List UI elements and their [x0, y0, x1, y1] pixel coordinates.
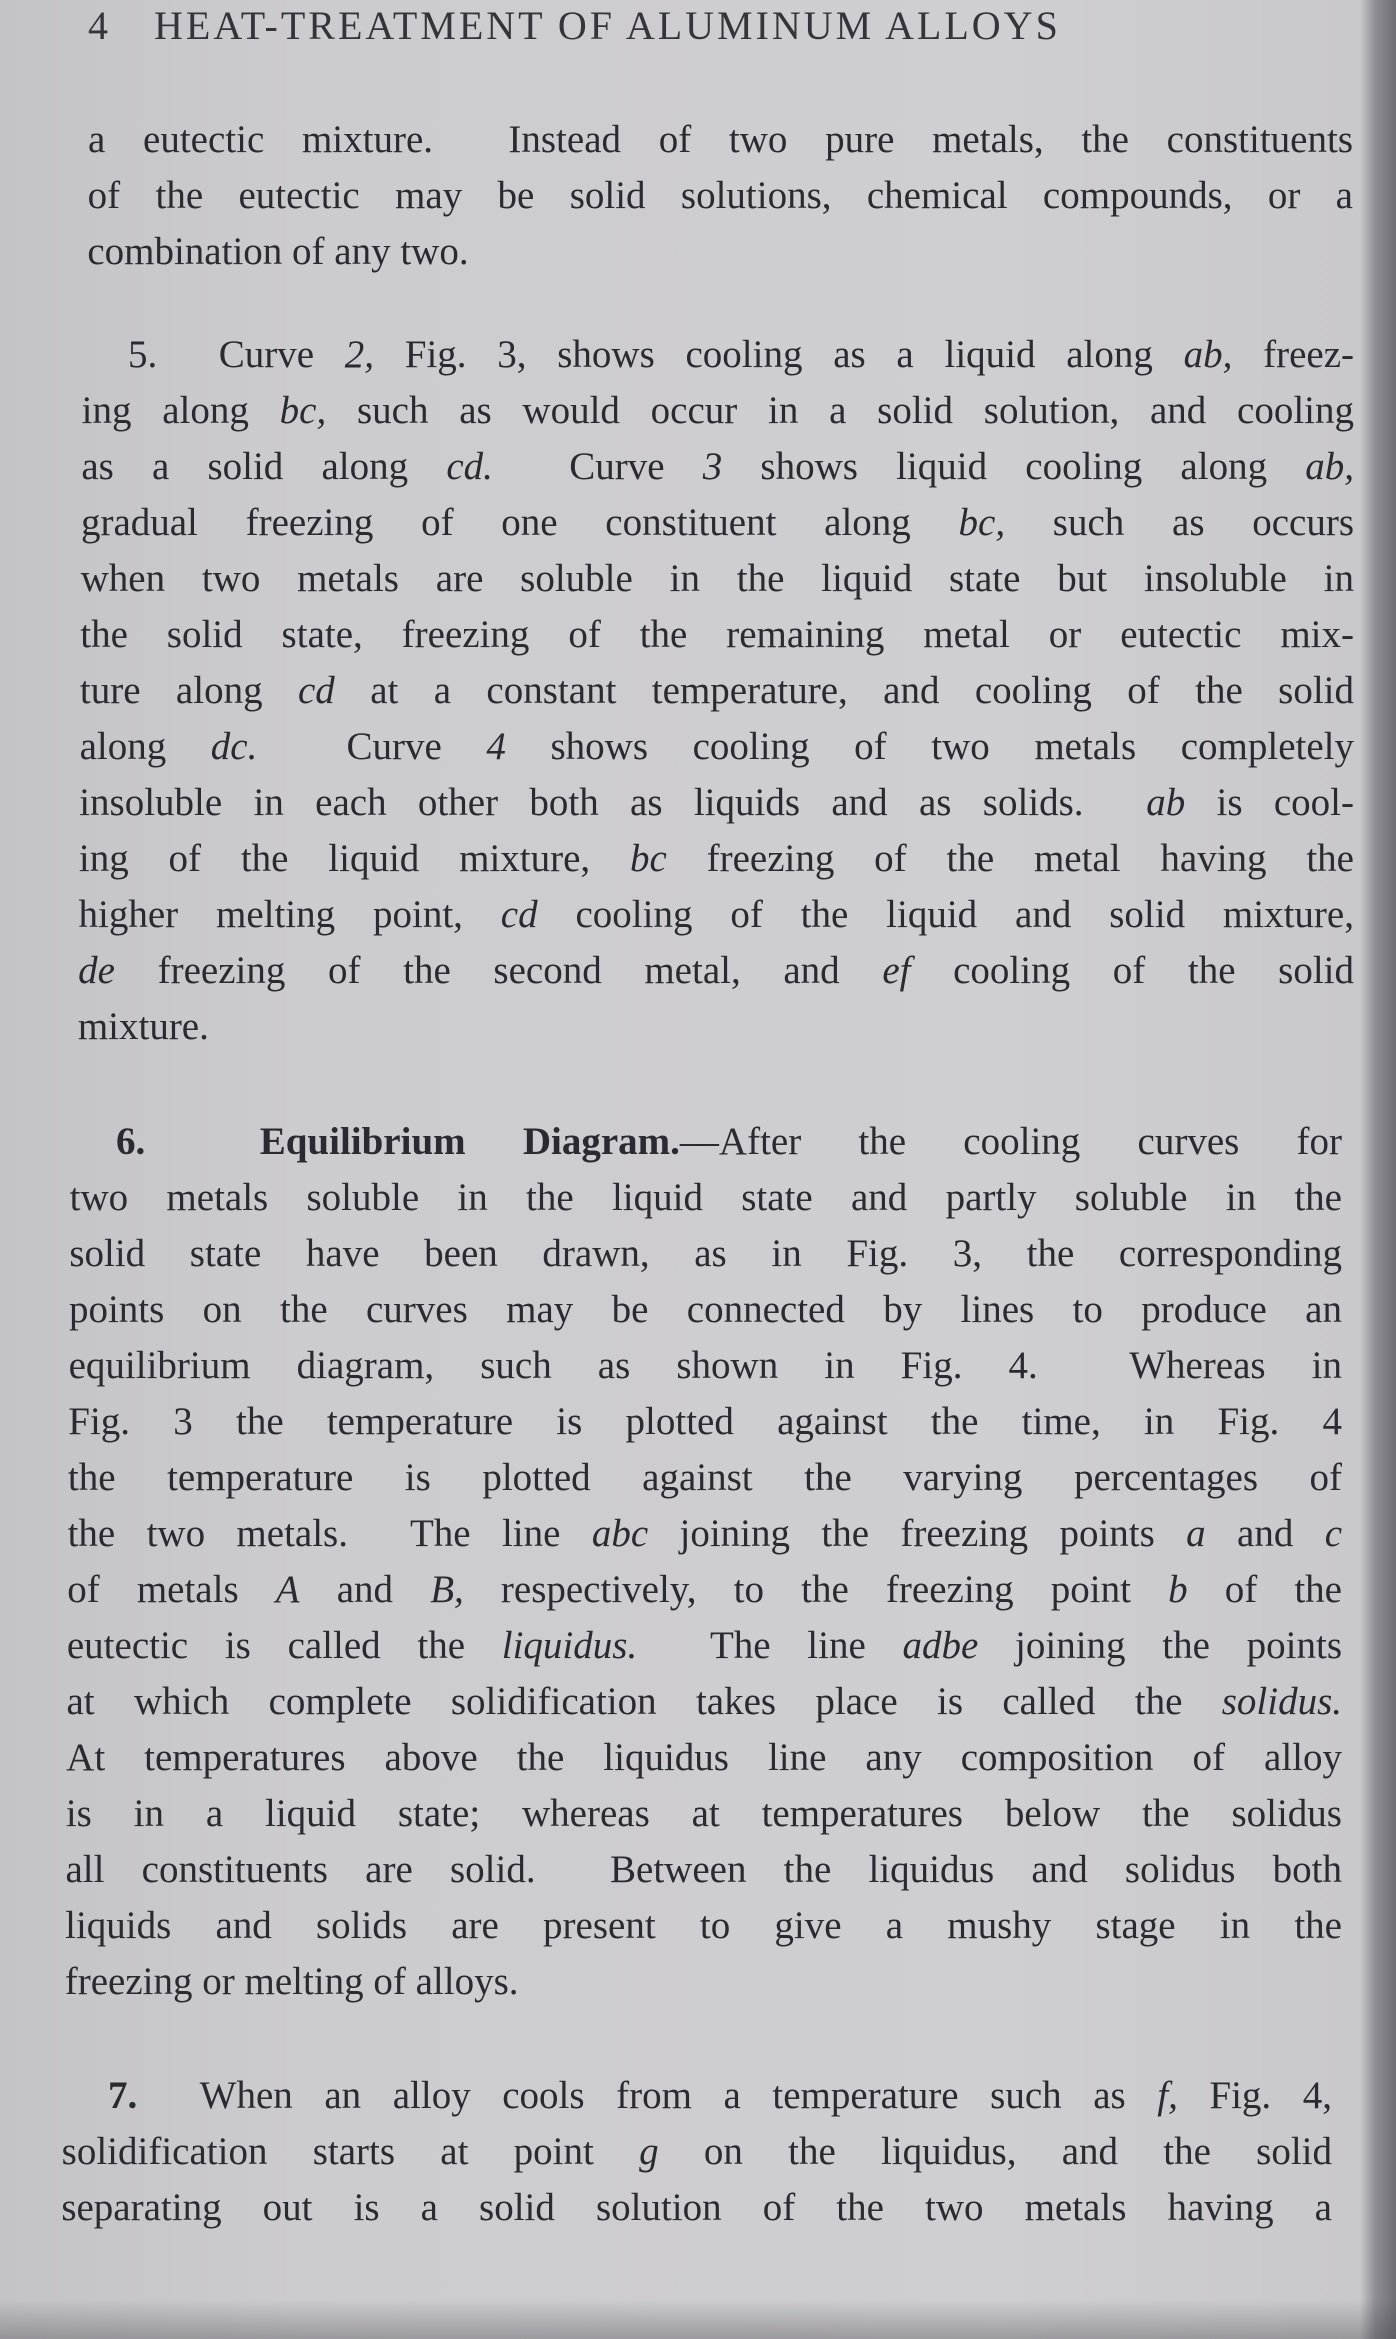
italic-run: ab	[1146, 781, 1186, 824]
italic-run: liquidus.	[501, 1624, 638, 1667]
text-line	[80, 663, 1354, 719]
text-run: separating out is a solid solution of the two metals having a	[61, 2186, 1332, 2229]
text-run: 5. Curve	[128, 333, 345, 376]
text-run: solid state have been drawn, as in Fig. 3, the corresponding	[69, 1232, 1342, 1275]
italic-run: ab,	[1183, 333, 1233, 376]
italic-run: de	[78, 949, 115, 992]
bold-run: 6.	[116, 1120, 146, 1163]
text-line	[66, 1730, 1342, 1786]
text-line	[87, 224, 1353, 280]
text-line	[67, 1618, 1342, 1674]
text-run: is in a liquid state; whereas at temperatures below the solidus	[65, 1792, 1342, 1835]
text-line	[69, 1338, 1342, 1394]
paragraph-section-6	[64, 1114, 1343, 2010]
text-line	[82, 383, 1354, 439]
text-line	[88, 112, 1353, 168]
text-run: points on the curves may be connected by lines to produce an	[68, 1288, 1342, 1331]
text-run: of metals	[67, 1568, 276, 1611]
italic-run: abc	[591, 1512, 649, 1555]
running-header	[88, 2, 1061, 49]
italic-run: f,	[1157, 2074, 1178, 2117]
italic-run: g	[639, 2130, 659, 2173]
text-run: ing of the liquid mixture,	[78, 837, 630, 880]
paragraph-continuation	[88, 112, 1353, 280]
text-line	[81, 551, 1354, 607]
text-line	[68, 1394, 1342, 1450]
italic-run: 4	[486, 725, 506, 768]
text-run: Fig. 3 the temperature is plotted against the time, in Fig. 4	[68, 1400, 1342, 1443]
text-run: When an alloy cools from a temperature such as	[137, 2074, 1158, 2117]
text-run: of the eutectic may be solid solutions, chemical compounds, or a	[87, 174, 1353, 217]
text-run: freezing of the second metal, and	[114, 949, 883, 992]
text-run: joining the freezing points	[648, 1512, 1187, 1555]
text-line	[67, 1674, 1343, 1730]
text-line	[68, 1450, 1342, 1506]
text-run: the solid state, freezing of the remaining metal or eutectic mix-	[80, 613, 1354, 656]
text-line	[69, 1282, 1342, 1338]
text-run: respectively, to the freezing point	[463, 1568, 1169, 1611]
text-line	[66, 1786, 1342, 1842]
text-run: ture along	[79, 669, 298, 712]
text-line	[70, 1114, 1342, 1170]
text-run: two metals soluble in the liquid state and partly soluble in the	[69, 1176, 1342, 1219]
text-line	[69, 1226, 1342, 1282]
text-run: at which complete solidification takes place is called the	[66, 1680, 1222, 1723]
text-line	[79, 831, 1354, 887]
text-line	[70, 1170, 1342, 1226]
italic-run: c	[1324, 1512, 1343, 1555]
text-run: insoluble in each other both as liquids and as solids.	[79, 781, 1147, 824]
italic-run: adbe	[902, 1624, 979, 1667]
text-run: of the	[1187, 1568, 1342, 1611]
italic-run: cd	[500, 893, 538, 936]
text-run: cooling of the liquid and solid mixture,	[537, 893, 1354, 936]
text-line	[65, 1954, 1342, 2010]
text-line	[67, 1562, 1342, 1618]
text-line	[80, 719, 1354, 775]
text-line	[78, 999, 1354, 1055]
text-run: is cool-	[1185, 781, 1354, 824]
text-run: shows cooling of two metals completely	[505, 725, 1354, 768]
text-run: mixture.	[77, 1005, 209, 1048]
text-run: gradual freezing of one constituent along	[80, 501, 959, 544]
text-run: solidification starts at point	[61, 2130, 640, 2173]
text-run: the two metals. The line	[67, 1512, 592, 1555]
italic-run: 3	[702, 445, 723, 488]
text-line	[65, 1898, 1342, 1954]
text-line	[68, 1506, 1342, 1562]
text-line	[62, 2124, 1332, 2180]
italic-run: dc.	[210, 725, 258, 768]
text-line	[81, 439, 1354, 495]
paragraph-section-5	[77, 327, 1355, 1055]
text-line	[78, 943, 1354, 999]
text-line	[62, 2068, 1332, 2124]
bold-run: Equilibrium Diagram.	[259, 1120, 680, 1163]
text-run: Curve	[492, 445, 703, 488]
text-run: the temperature is plotted against the varying percentages of	[67, 1456, 1342, 1499]
text-run: along	[79, 725, 211, 768]
text-line	[88, 168, 1353, 224]
text-run: eutectic is called the	[66, 1624, 502, 1667]
text-run: joining the points	[978, 1624, 1342, 1667]
text-run: equilibrium diagram, such as shown in Fig. 4. Whereas in	[68, 1344, 1342, 1387]
text-run: Curve	[257, 725, 487, 768]
text-run: freezing or melting of alloys.	[64, 1960, 519, 2003]
running-title: HEAT-TREATMENT OF ALUMINUM ALLOYS	[154, 3, 1061, 48]
text-run: combination of any two.	[87, 230, 469, 273]
text-run: and	[1205, 1512, 1325, 1555]
text-run	[145, 1120, 259, 1163]
text-run: a eutectic mixture. Instead of two pure metals, the constituents	[88, 118, 1353, 161]
italic-run: B,	[430, 1568, 464, 1611]
text-line	[82, 327, 1354, 383]
paragraph-section-7	[62, 2068, 1332, 2236]
text-run: The line	[637, 1624, 903, 1667]
italic-run: A	[275, 1568, 300, 1611]
text-run: higher melting point,	[78, 893, 501, 936]
text-run: all constituents are solid. Between the liquidus and solidus both	[65, 1848, 1342, 1891]
text-run: At temperatures above the liquidus line any composition of alloy	[66, 1736, 1342, 1779]
italic-run: bc,	[279, 389, 327, 432]
text-line	[65, 1842, 1342, 1898]
text-run: —After the cooling curves for	[679, 1120, 1343, 1163]
italic-run: b	[1168, 1568, 1188, 1611]
text-run: ing along	[81, 389, 280, 432]
text-run: as a solid along	[81, 445, 447, 488]
italic-run: bc	[629, 837, 667, 880]
italic-run: solidus.	[1221, 1680, 1342, 1723]
italic-run: cd.	[446, 445, 493, 488]
text-run: Fig. 4,	[1177, 2074, 1332, 2117]
text-run: cooling of the solid	[910, 949, 1354, 992]
italic-run: a	[1186, 1512, 1206, 1555]
page-edge-shadow	[0, 2299, 1396, 2339]
text-line	[80, 607, 1354, 663]
bold-run: 7.	[108, 2074, 138, 2117]
italic-run: cd	[297, 669, 335, 712]
text-line	[61, 2180, 1332, 2236]
text-line	[81, 495, 1354, 551]
text-run: and	[299, 1568, 431, 1611]
page-number: 4	[88, 3, 111, 48]
text-run: Fig. 3, shows cooling as a liquid along	[374, 333, 1184, 376]
text-run: at a constant temperature, and cooling of the solid	[334, 669, 1355, 712]
text-line	[79, 887, 1355, 943]
text-run: shows liquid cooling along	[722, 445, 1306, 488]
text-run: such as would occur in a solid solution, and cooling	[326, 389, 1354, 432]
text-run: freez-	[1232, 333, 1354, 376]
text-run: on the liquidus, and the solid	[658, 2130, 1333, 2173]
text-run: liquids and solids are present to give a mushy stage in the	[65, 1904, 1342, 1947]
text-line	[79, 775, 1354, 831]
text-run: such as occurs	[1005, 501, 1355, 544]
text-run: when two metals are soluble in the liquid state but insoluble in	[80, 557, 1354, 600]
italic-run: bc,	[958, 501, 1006, 544]
italic-run: ef	[882, 949, 911, 992]
italic-run: 2,	[344, 333, 375, 376]
italic-run: ab,	[1305, 445, 1354, 488]
text-run: freezing of the metal having the	[666, 837, 1354, 880]
